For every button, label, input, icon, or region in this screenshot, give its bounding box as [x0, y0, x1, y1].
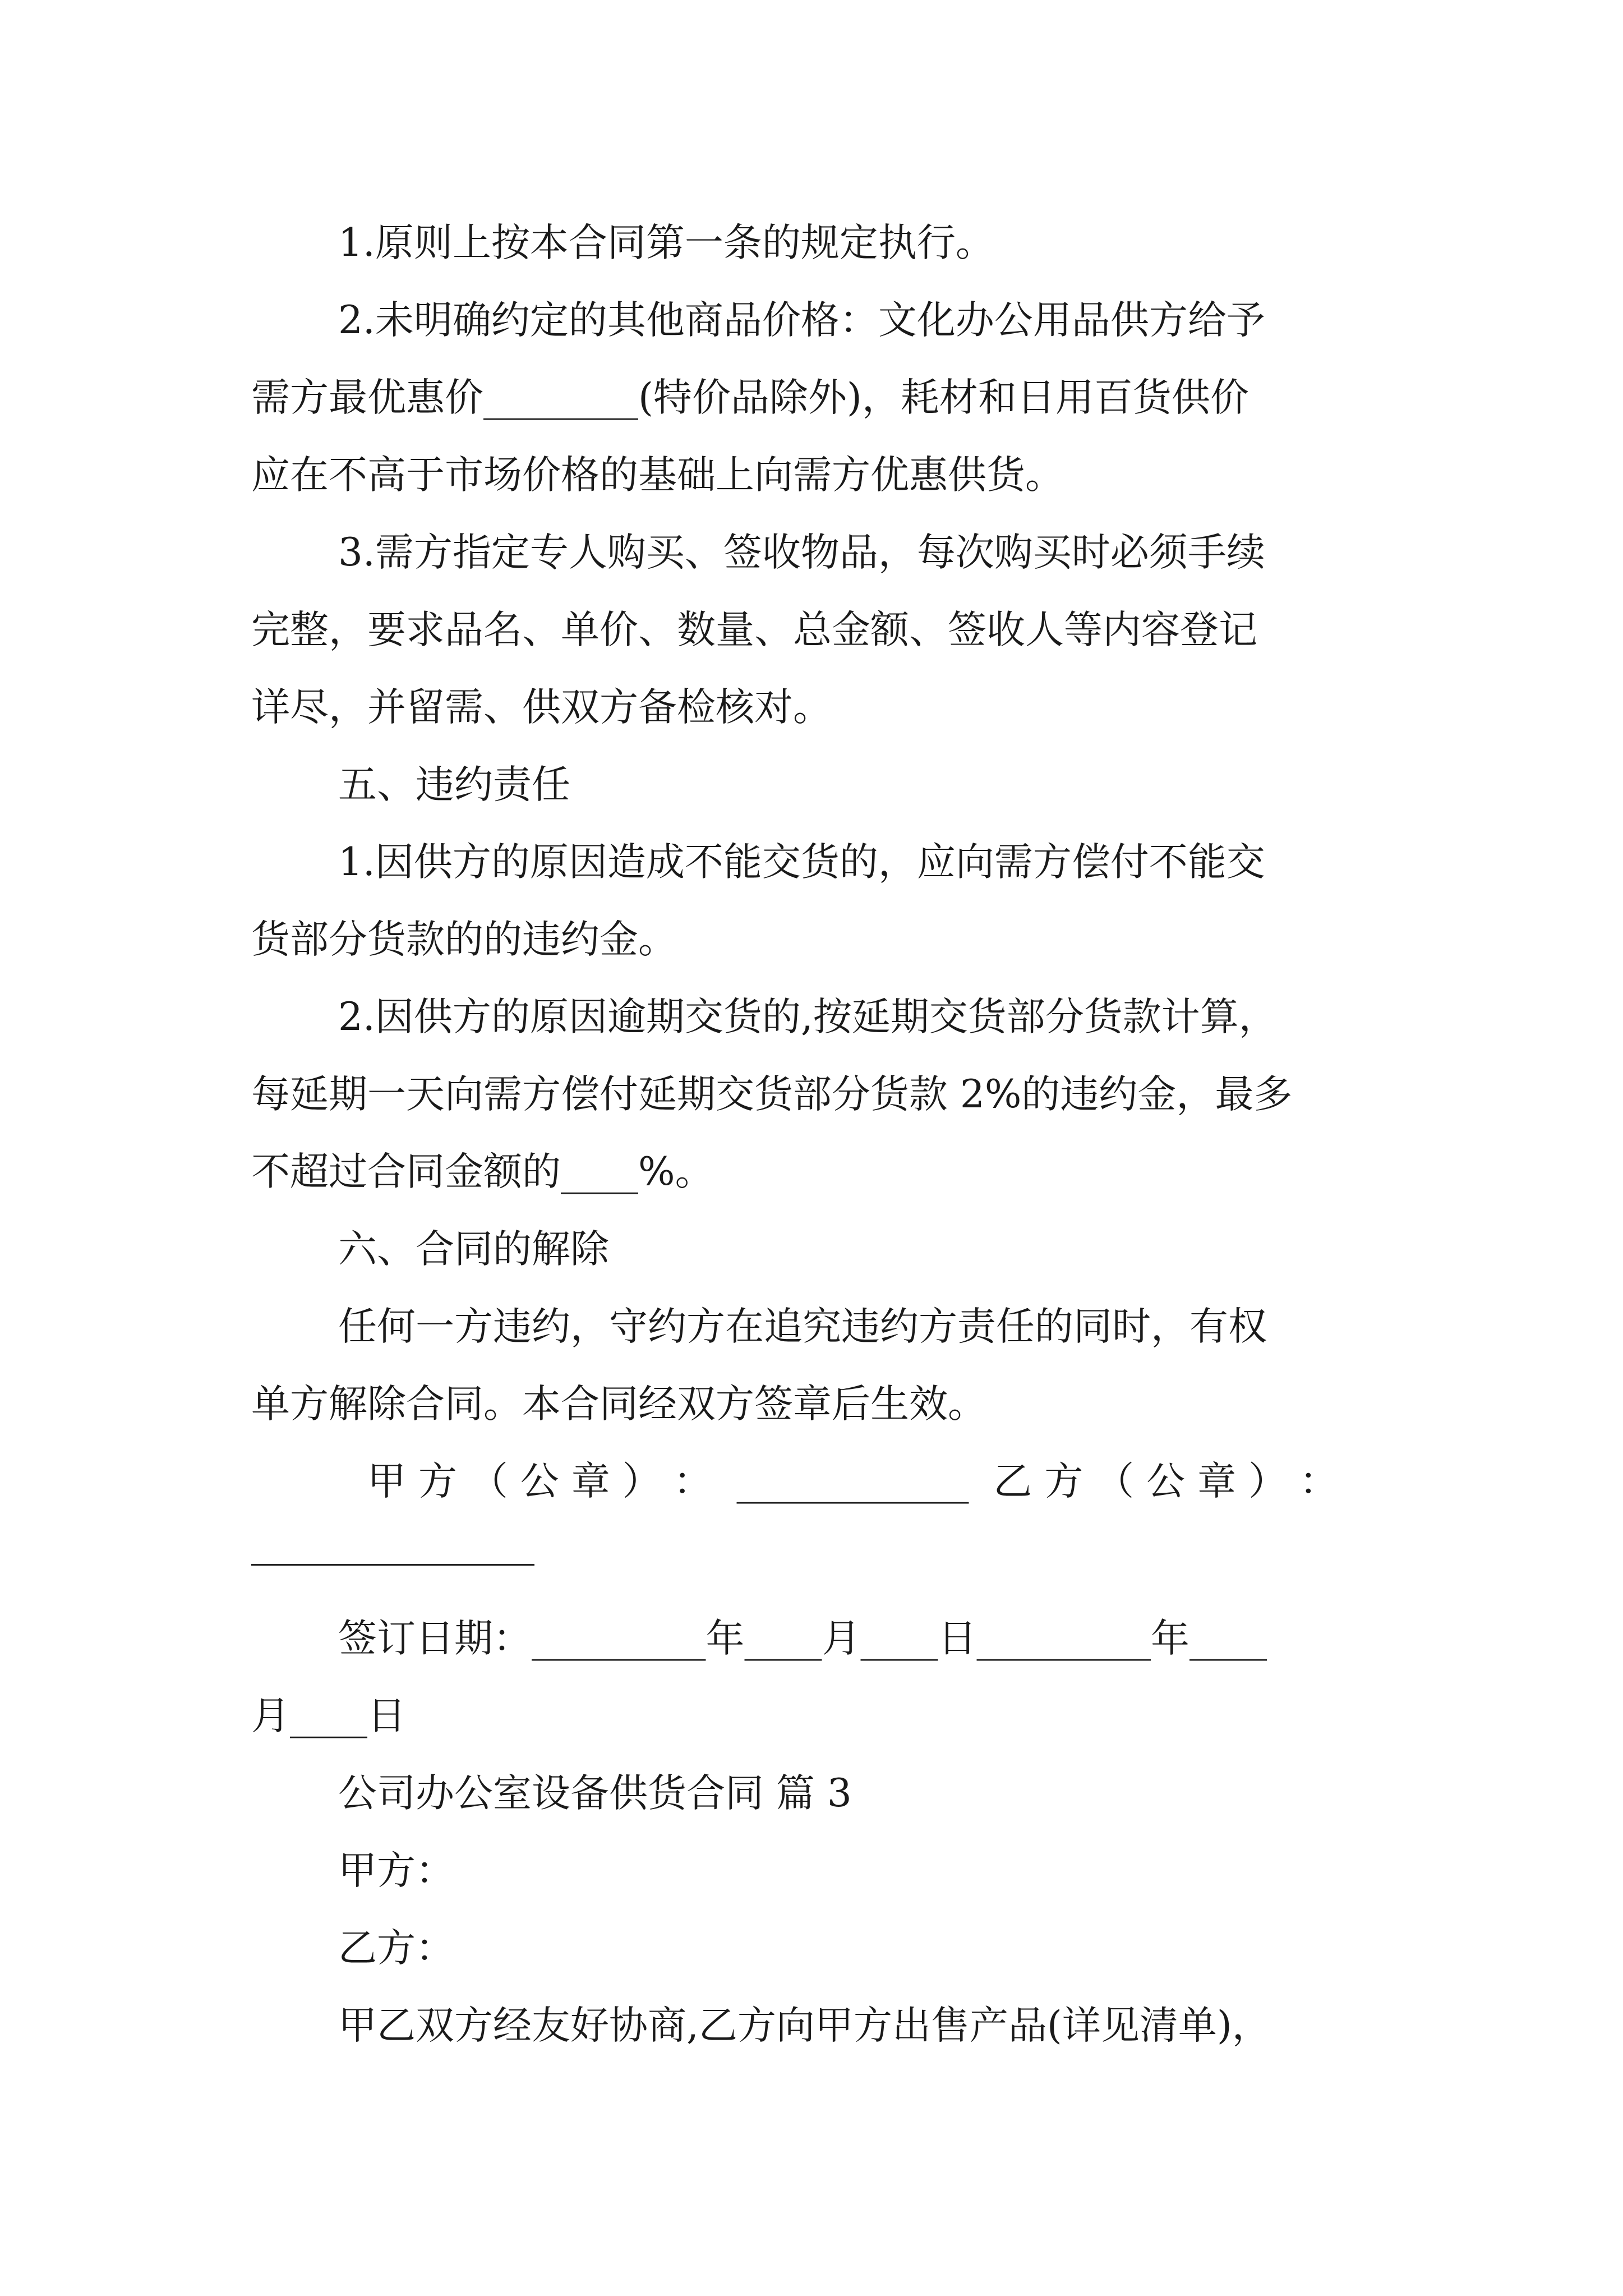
contract-3-title: 公司办公室设备供货合同 篇 3	[338, 1771, 852, 1816]
clause-4-3-line-3: 详尽，并留需、供双方备检核对。	[251, 685, 832, 730]
clause-5-2-line-3: 不超过合同金额的____%。	[251, 1149, 714, 1194]
clause-5-2-line-1: 2.因供方的原因逾期交货的,按延期交货部分货款计算，	[338, 995, 1278, 1039]
clause-5-1-line-1: 1.因供方的原因造成不能交货的，应向需方偿付不能交	[338, 840, 1265, 885]
signing-date-line-1: 签订日期：_________年____月____日_________年____	[338, 1616, 1267, 1661]
clause-4-2-line-1: 2.未明确约定的其他商品价格：文化办公用品供方给予	[338, 298, 1265, 343]
clause-6-line-1: 任何一方违约，守约方在追究违约方责任的同时，有权	[338, 1304, 1267, 1349]
signature-parties-line: 甲 方 （ 公 章 ） ： ____________ 乙 方 （ 公 章 ） ：	[367, 1459, 1338, 1504]
clause-4-1: 1.原则上按本合同第一条的规定执行。	[338, 220, 994, 265]
section-heading-liability: 五、违约责任	[338, 762, 570, 807]
party-a-label: 甲方：	[338, 1848, 454, 1893]
signing-date-line-2: 月____日	[251, 1694, 406, 1738]
clause-4-2-line-3: 应在不高于市场价格的基础上向需方优惠供货。	[251, 453, 1064, 498]
contract-3-intro: 甲乙双方经友好协商,乙方向甲方出售产品(详见清单)，	[338, 2003, 1271, 2048]
clause-4-2-line-2: 需方最优惠价________(特价品除外)，耗材和日用百货供价	[251, 375, 1249, 420]
clause-4-3-line-2: 完整，要求品名、单价、数量、总金额、签收人等内容登记	[251, 608, 1257, 652]
clause-4-3-line-1: 3.需方指定专人购买、签收物品，每次购买时必须手续	[338, 530, 1265, 575]
clause-6-line-2: 单方解除合同。本合同经双方签章后生效。	[251, 1382, 986, 1427]
signature-blank-line	[251, 1564, 534, 1566]
clause-5-1-line-2: 货部分货款的的违约金。	[251, 917, 677, 962]
section-heading-termination: 六、合同的解除	[338, 1227, 609, 1272]
clause-5-2-line-2: 每延期一天向需方偿付延期交货部分货款 2%的违约金，最多	[251, 1072, 1293, 1117]
party-b-label: 乙方：	[338, 1926, 454, 1971]
